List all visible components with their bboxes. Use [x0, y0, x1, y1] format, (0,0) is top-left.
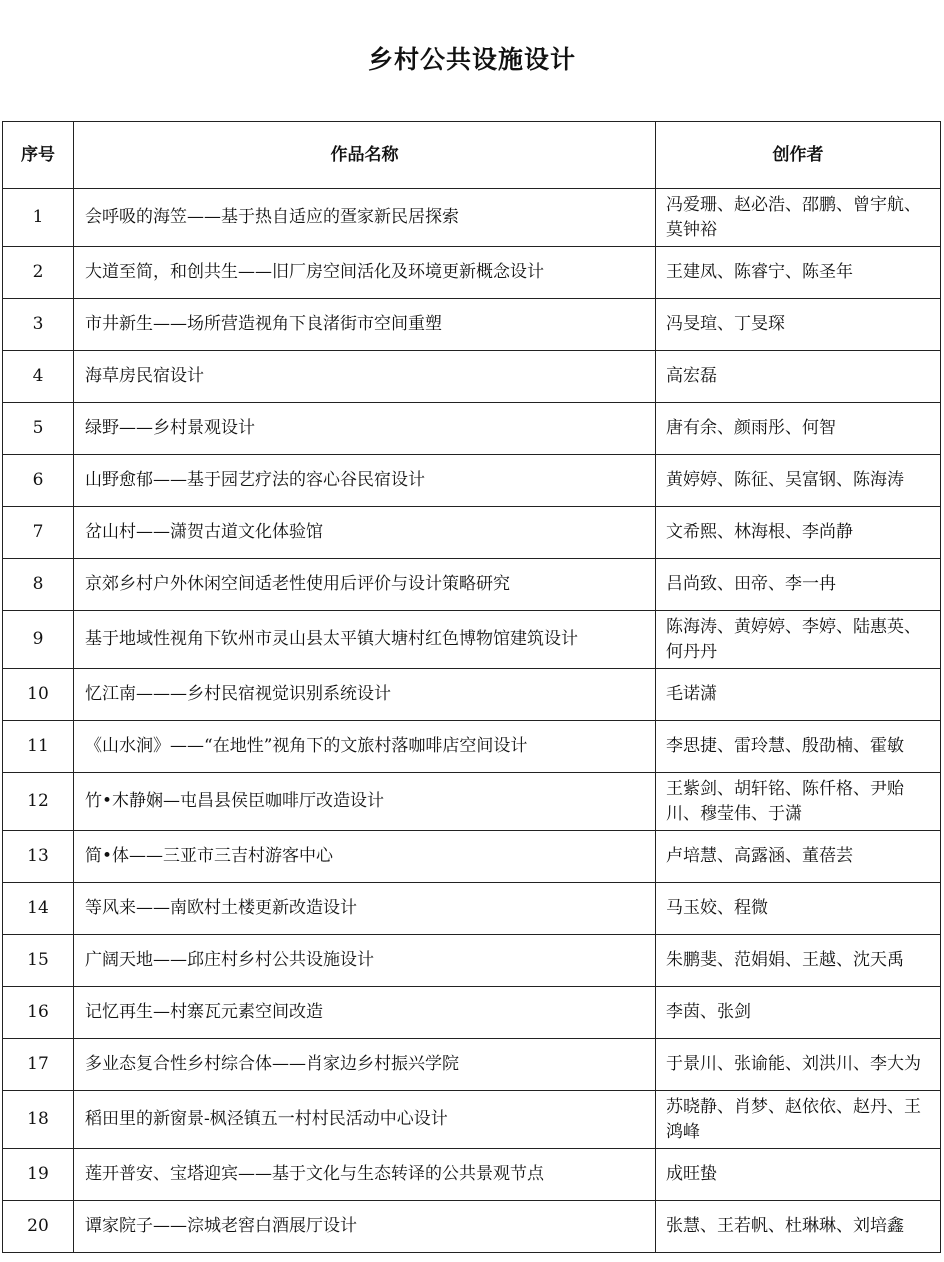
row-number: 10 [3, 669, 74, 721]
work-title: 忆江南———乡村民宿视觉识别系统设计 [74, 669, 656, 721]
row-number: 14 [3, 883, 74, 935]
table-row [3, 987, 941, 1039]
work-authors: 高宏磊 [656, 351, 941, 403]
work-title: 竹•木静娴—屯昌县侯臣咖啡厅改造设计 [74, 773, 656, 831]
table-row [3, 935, 941, 987]
table-row [3, 507, 941, 559]
work-title: 基于地域性视角下钦州市灵山县太平镇大塘村红色博物馆建筑设计 [74, 611, 656, 669]
table-row [3, 611, 941, 669]
row-number: 6 [3, 455, 74, 507]
table-row [3, 1149, 941, 1201]
work-title: 莲开普安、宝塔迎宾——基于文化与生态转译的公共景观节点 [74, 1149, 656, 1201]
work-authors: 唐有余、颜雨彤、何智 [656, 403, 941, 455]
table-row [3, 189, 941, 247]
work-authors: 王建凤、陈睿宁、陈圣年 [656, 247, 941, 299]
work-title: 广阔天地——邱庄村乡村公共设施设计 [74, 935, 656, 987]
row-number: 12 [3, 773, 74, 831]
header-title: 作品名称 [74, 122, 656, 189]
table-row [3, 559, 941, 611]
row-number: 15 [3, 935, 74, 987]
table-row [3, 831, 941, 883]
header-no: 序号 [3, 122, 74, 189]
row-number: 4 [3, 351, 74, 403]
header-authors: 创作者 [656, 122, 941, 189]
work-authors: 张慧、王若帆、杜琳琳、刘培鑫 [656, 1201, 941, 1253]
table-row [3, 669, 941, 721]
work-title: 简•体——三亚市三吉村游客中心 [74, 831, 656, 883]
work-title: 等风来——南欧村土楼更新改造设计 [74, 883, 656, 935]
work-authors: 马玉姣、程微 [656, 883, 941, 935]
work-title: 大道至简，和创共生——旧厂房空间活化及环境更新概念设计 [74, 247, 656, 299]
work-title: 谭家院子——淙城老窖白酒展厅设计 [74, 1201, 656, 1253]
table-row [3, 721, 941, 773]
header-row [3, 122, 941, 189]
table-row [3, 403, 941, 455]
work-authors: 冯爱珊、赵必浩、邵鹏、曾宇航、莫钟裕 [656, 189, 941, 247]
row-number: 9 [3, 611, 74, 669]
work-authors: 文希熙、林海根、李尚静 [656, 507, 941, 559]
row-number: 2 [3, 247, 74, 299]
work-authors: 黄婷婷、陈征、吴富钢、陈海涛 [656, 455, 941, 507]
work-title: 稻田里的新窗景-枫泾镇五一村村民活动中心设计 [74, 1091, 656, 1149]
row-number: 8 [3, 559, 74, 611]
work-authors: 李茵、张剑 [656, 987, 941, 1039]
work-authors: 苏晓静、肖梦、赵依依、赵丹、王鸿峰 [656, 1091, 941, 1149]
row-number: 3 [3, 299, 74, 351]
award-table [2, 121, 941, 1253]
row-number: 19 [3, 1149, 74, 1201]
table-row [3, 1039, 941, 1091]
work-authors: 毛诺潇 [656, 669, 941, 721]
table-body [3, 189, 941, 1253]
row-number: 1 [3, 189, 74, 247]
work-authors: 王紫剑、胡轩铭、陈仟格、尹贻川、穆莹伟、于潇 [656, 773, 941, 831]
table-row [3, 773, 941, 831]
table-row [3, 1201, 941, 1253]
work-authors: 陈海涛、黄婷婷、李婷、陆惠英、何丹丹 [656, 611, 941, 669]
table-row [3, 455, 941, 507]
page-title: 乡村公共设施设计 [367, 45, 576, 74]
row-number: 16 [3, 987, 74, 1039]
work-title: 记忆再生—村寨瓦元素空间改造 [74, 987, 656, 1039]
table-row [3, 247, 941, 299]
work-title: 岔山村——潇贺古道文化体验馆 [74, 507, 656, 559]
work-authors: 成旺蛰 [656, 1149, 941, 1201]
work-authors: 朱鹏斐、范娟娟、王越、沈天禹 [656, 935, 941, 987]
work-title: 京郊乡村户外休闲空间适老性使用后评价与设计策略研究 [74, 559, 656, 611]
work-authors: 冯旻瑄、丁旻琛 [656, 299, 941, 351]
row-number: 20 [3, 1201, 74, 1253]
work-title: 多业态复合性乡村综合体——肖家边乡村振兴学院 [74, 1039, 656, 1091]
work-title: 《山水涧》——“在地性”视角下的文旅村落咖啡店空间设计 [74, 721, 656, 773]
work-authors: 卢培慧、高露涵、董蓓芸 [656, 831, 941, 883]
work-title: 市井新生——场所营造视角下良渚街市空间重塑 [74, 299, 656, 351]
work-title: 山野愈郁——基于园艺疗法的容心谷民宿设计 [74, 455, 656, 507]
table-row [3, 351, 941, 403]
work-title: 绿野——乡村景观设计 [74, 403, 656, 455]
work-title: 会呼吸的海笠——基于热自适应的疍家新民居探索 [74, 189, 656, 247]
work-authors: 李思捷、雷玲慧、殷劭楠、霍敏 [656, 721, 941, 773]
table-row [3, 1091, 941, 1149]
work-authors: 吕尚致、田帝、李一冉 [656, 559, 941, 611]
row-number: 13 [3, 831, 74, 883]
row-number: 5 [3, 403, 74, 455]
table-row [3, 299, 941, 351]
row-number: 17 [3, 1039, 74, 1091]
work-title: 海草房民宿设计 [74, 351, 656, 403]
row-number: 7 [3, 507, 74, 559]
work-authors: 于景川、张谕能、刘洪川、李大为 [656, 1039, 941, 1091]
table-row [3, 883, 941, 935]
row-number: 11 [3, 721, 74, 773]
table-header [3, 122, 941, 189]
row-number: 18 [3, 1091, 74, 1149]
